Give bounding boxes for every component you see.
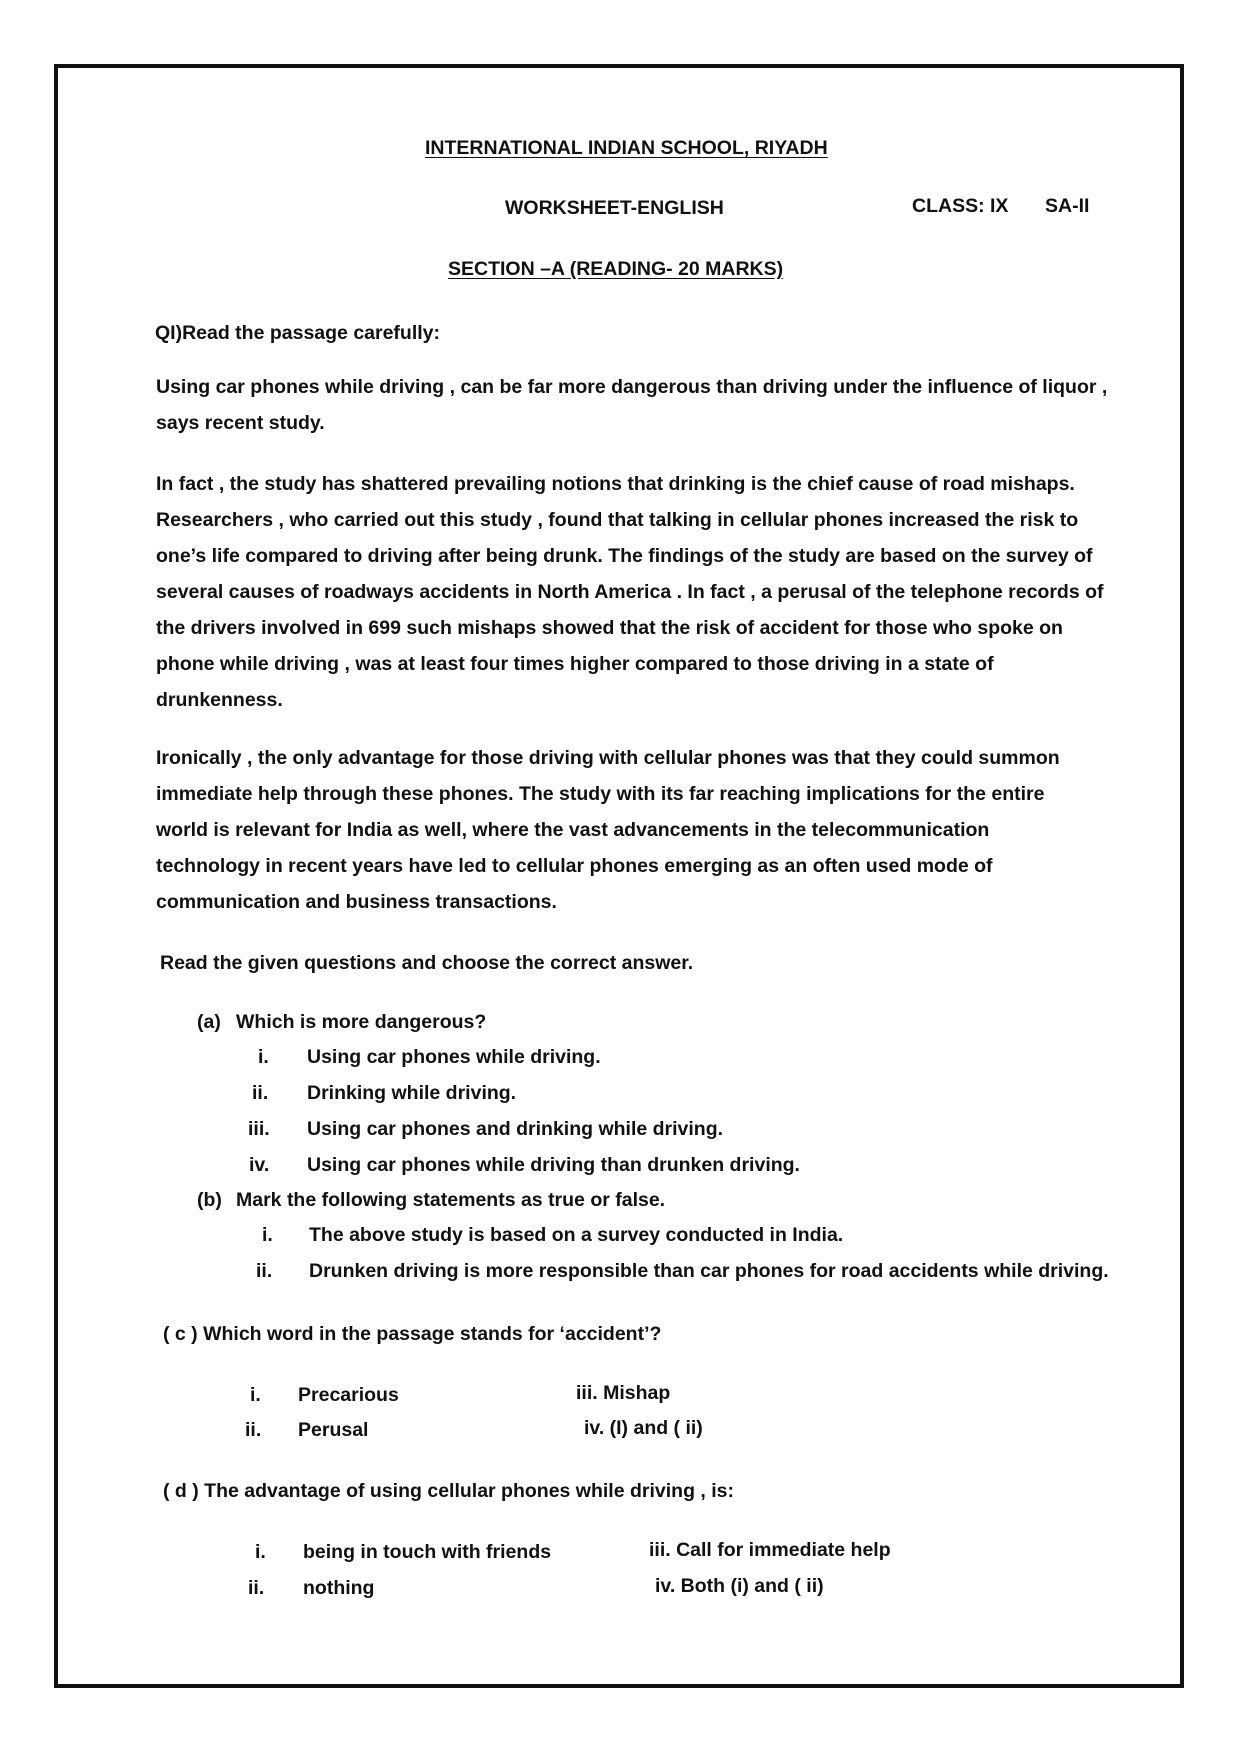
passage-paragraph-2 bbox=[156, 466, 1116, 718]
option-text: The above study is based on a survey conducted in India. bbox=[309, 1224, 844, 1246]
passage-line: the drivers involved in 699 such mishaps showed that the risk of accident for those who spoke on bbox=[156, 617, 1063, 639]
question-a-label: (a) bbox=[197, 1011, 221, 1033]
option-number: ii. bbox=[245, 1419, 262, 1441]
option-number: ii. bbox=[252, 1082, 269, 1104]
passage-line: phone while driving , was at least four times higher compared to those driving in a state of bbox=[156, 653, 994, 675]
passage-line: one’s life compared to driving after being drunk. The findings of the study are based on the survey of bbox=[156, 545, 1093, 567]
option-number: i. bbox=[262, 1224, 273, 1246]
option-text: iv. (I) and ( ii) bbox=[584, 1417, 703, 1439]
passage-line: world is relevant for India as well, where the vast advancements in the telecommunication bbox=[156, 819, 990, 841]
school-title: INTERNATIONAL INDIAN SCHOOL, RIYADH bbox=[425, 137, 828, 159]
passage-paragraph-1 bbox=[156, 369, 1116, 441]
option-text: iii. Call for immediate help bbox=[649, 1539, 891, 1561]
option-text: Perusal bbox=[298, 1419, 369, 1441]
option-text: Using car phones while driving. bbox=[307, 1046, 601, 1068]
option-number: ii. bbox=[256, 1260, 273, 1282]
passage-line: communication and business transactions. bbox=[156, 891, 557, 913]
option-text: nothing bbox=[303, 1577, 375, 1599]
class-label: CLASS: IX bbox=[912, 195, 1009, 217]
questions-intro: Read the given questions and choose the correct answer. bbox=[160, 952, 694, 974]
passage-line: Researchers , who carried out this study , found that talking in cellular phones increased the risk to bbox=[156, 509, 1079, 531]
option-number: i. bbox=[255, 1541, 266, 1563]
option-text: Using car phones and drinking while driving. bbox=[307, 1118, 724, 1140]
option-number: i. bbox=[258, 1046, 269, 1068]
question-a-text: Which is more dangerous? bbox=[236, 1011, 487, 1033]
passage-line: Using car phones while driving , can be far more dangerous than driving under the influence of liquor , bbox=[156, 376, 1108, 398]
passage-line: drunkenness. bbox=[156, 689, 283, 711]
option-number: i. bbox=[250, 1384, 261, 1406]
option-text: iii. Mishap bbox=[576, 1382, 671, 1404]
passage-line: several causes of roadways accidents in North America . In fact , a perusal of the telephone records of bbox=[156, 581, 1104, 603]
passage-line: immediate help through these phones. The study with its far reaching implications for the entire bbox=[156, 783, 1045, 805]
term-label: SA-II bbox=[1045, 195, 1090, 217]
passage-line: technology in recent years have led to cellular phones emerging as an often used mode of bbox=[156, 855, 993, 877]
question-c-text: ( c ) Which word in the passage stands for ‘accident’? bbox=[163, 1323, 662, 1345]
question-b-label: (b) bbox=[197, 1189, 222, 1211]
option-text: Drinking while driving. bbox=[307, 1082, 517, 1104]
option-text: Precarious bbox=[298, 1384, 399, 1406]
option-text: being in touch with friends bbox=[303, 1541, 552, 1563]
option-number: ii. bbox=[248, 1577, 265, 1599]
passage-line: Ironically , the only advantage for those driving with cellular phones was that they could summon bbox=[156, 747, 1060, 769]
q1-instruction: QI)Read the passage carefully: bbox=[155, 322, 441, 344]
passage-line: says recent study. bbox=[156, 412, 325, 434]
option-text: Drunken driving is more responsible than car phones for road accidents while driving. bbox=[309, 1260, 1109, 1282]
question-d-text: ( d ) The advantage of using cellular phones while driving , is: bbox=[163, 1480, 734, 1502]
option-text: iv. Both (i) and ( ii) bbox=[655, 1575, 824, 1597]
option-number: iii. bbox=[248, 1118, 270, 1140]
worksheet-title: WORKSHEET-ENGLISH bbox=[505, 197, 724, 219]
section-title: SECTION –A (READING- 20 MARKS) bbox=[448, 258, 784, 280]
passage-paragraph-3 bbox=[156, 740, 1116, 920]
option-number: iv. bbox=[249, 1154, 270, 1176]
passage-line: In fact , the study has shattered prevailing notions that drinking is the chief cause of road mishaps. bbox=[156, 473, 1075, 495]
option-text: Using car phones while driving than drunken driving. bbox=[307, 1154, 800, 1176]
question-b-text: Mark the following statements as true or false. bbox=[236, 1189, 666, 1211]
